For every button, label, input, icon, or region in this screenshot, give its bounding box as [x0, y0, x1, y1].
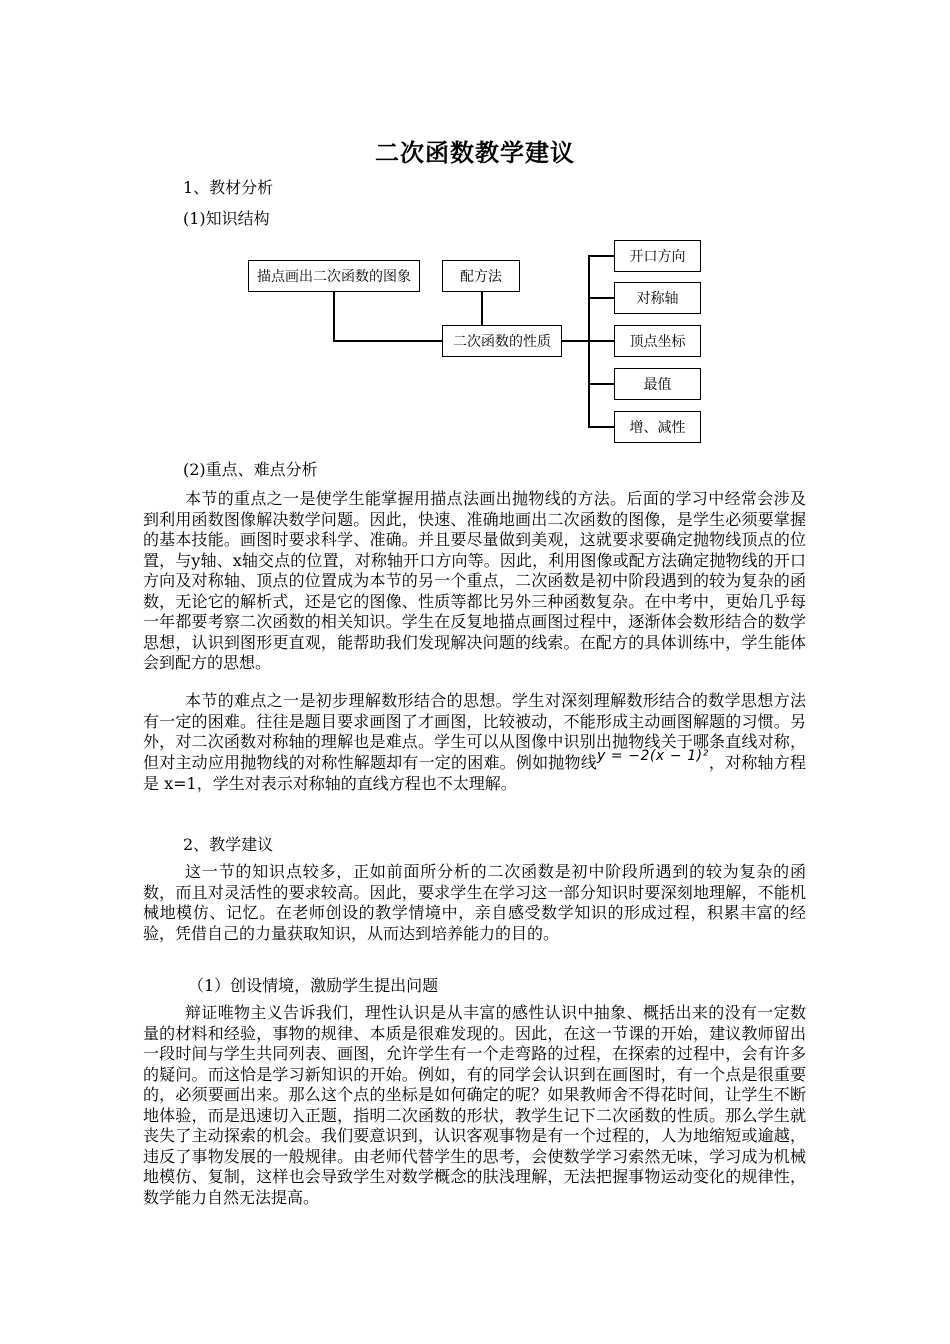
box-extreme-value: 最值 — [614, 368, 701, 400]
box-opening-direction: 开口方向 — [614, 240, 701, 272]
subsection-heading-structure: (1)知识结构 — [183, 209, 270, 228]
parabola-formula: y = −2(x − 1)² — [596, 747, 709, 764]
connector-line — [588, 340, 615, 342]
connector-line — [333, 291, 335, 341]
paragraph-suggestions: 这一节的知识点较多，正如前面所分析的二次函数是初中阶段所遇到的较为复杂的函数，而且对灵活性的要求较高。因此，要求学生在学习这一部分知识时要深刻地理解，不能机械地模仿、记忆。在老师创设的教学情境中，亲自感受数学知识的形成过程，积累丰富的经验，凭借自己的力量获取知识，从而达到培养能力的目的。 — [143, 862, 806, 943]
subsection-heading-focus: (2)重点、难点分析 — [183, 460, 318, 479]
connector-line — [588, 255, 615, 257]
section-heading-analysis: 1、教材分析 — [183, 178, 274, 197]
box-monotonicity: 增、减性 — [614, 411, 701, 443]
paragraph-dialectic: 辩证唯物主义告诉我们，理性认识是从丰富的感性认识中抽象、概括出来的没有一定数量的材料和经验，事物的规律、本质是很难发现的。因此，在这一节课的开始，建议教师留出一段时间与学生共同列表、画图，允许学生有一个走弯路的过程，在探索的过程中，会有许多的疑问。而这恰是学习新知识的开始。例如，有的同学会认识到在画图时，有一个点是很重要的，必须要画出来。那么这个点的坐标是如何确定的呢？如果教师舍不得花时间，让学生不断地体验，而是迅速切入正题，指明二次函数的形状，教学生记下二次函数的性质。那么学生就丧失了主动探索的机会。我们要意识到，认识客观事物是有一个过程的，人为地缩短或逾越，违反了事物发展的一般规律。由老师代替学生的思考，会使数学学习索然无味，学习成为机械地模仿、复制，这样也会导致学生对数学概念的肤浅理解，无法把握事物运动变化的规律性，数学能力自然无法提高。 — [143, 1003, 806, 1207]
box-plot-graph: 描点画出二次函数的图象 — [248, 260, 420, 292]
connector-line — [588, 297, 615, 299]
box-completing-square: 配方法 — [442, 260, 520, 292]
subsection-heading-scenario: （1）创设情境，激励学生提出问题 — [188, 976, 439, 995]
connector-line — [333, 340, 443, 342]
box-quadratic-properties: 二次函数的性质 — [442, 325, 562, 357]
page-title: 二次函数教学建议 — [375, 138, 575, 167]
box-symmetry-axis: 对称轴 — [614, 282, 701, 314]
connector-line — [561, 340, 588, 342]
paragraph-difficulty — [143, 691, 806, 795]
connector-line — [481, 291, 483, 326]
connector-line — [588, 383, 615, 385]
difficulty-text-after: ，对称轴方程是 x=1，学生对表示对称轴的直线方程也不太理解。 — [143, 752, 806, 793]
box-vertex-coordinates: 顶点坐标 — [614, 325, 701, 357]
connector-line — [588, 426, 615, 428]
section-heading-suggestions: 2、教学建议 — [183, 835, 274, 854]
paragraph-focus: 本节的重点之一是使学生能掌握用描点法画出抛物线的方法。后面的学习中经常会涉及到利用函数图像解决数学问题。因此，快速、准确地画出二次函数的图像，是学生必须要掌握的基本技能。画图时要求科学、准确。并且要尽量做到美观，这就要求要确定抛物线顶点的位置，与y轴、x轴交点的位置，对称轴开口方向等。因此，利用图像或配方法确定抛物线的开口方向及对称轴、顶点的位置成为本节的另一个重点，二次函数是初中阶段遇到的较为复杂的函数，无论它的解析式，还是它的图像、性质等都比另外三种函数复杂。在中考中，更始几乎每一年都要考察二次函数的相关知识。学生在反复地描点画图过程中，逐渐体会数形结合的数学思想，认识到图形更直观，能帮助我们发现解决问题的线索。在配方的具体训练中，学生能体会到配方的思想。 — [143, 489, 806, 672]
difficulty-text-before: 本节的难点之一是初步理解数形结合的思想。学生对深刻理解数形结合的数学思想方法有一定的困难。往往是题目要求画图了才画图，比较被动，不能形成主动画图解题的习惯。另外，对二次函数对称轴的理解也是难点。学生可以从图像中识别出抛物线关于哪条直线对称，但对主动应用抛物线的对称性解题却有一定的困难。例如抛物线 — [143, 691, 806, 772]
